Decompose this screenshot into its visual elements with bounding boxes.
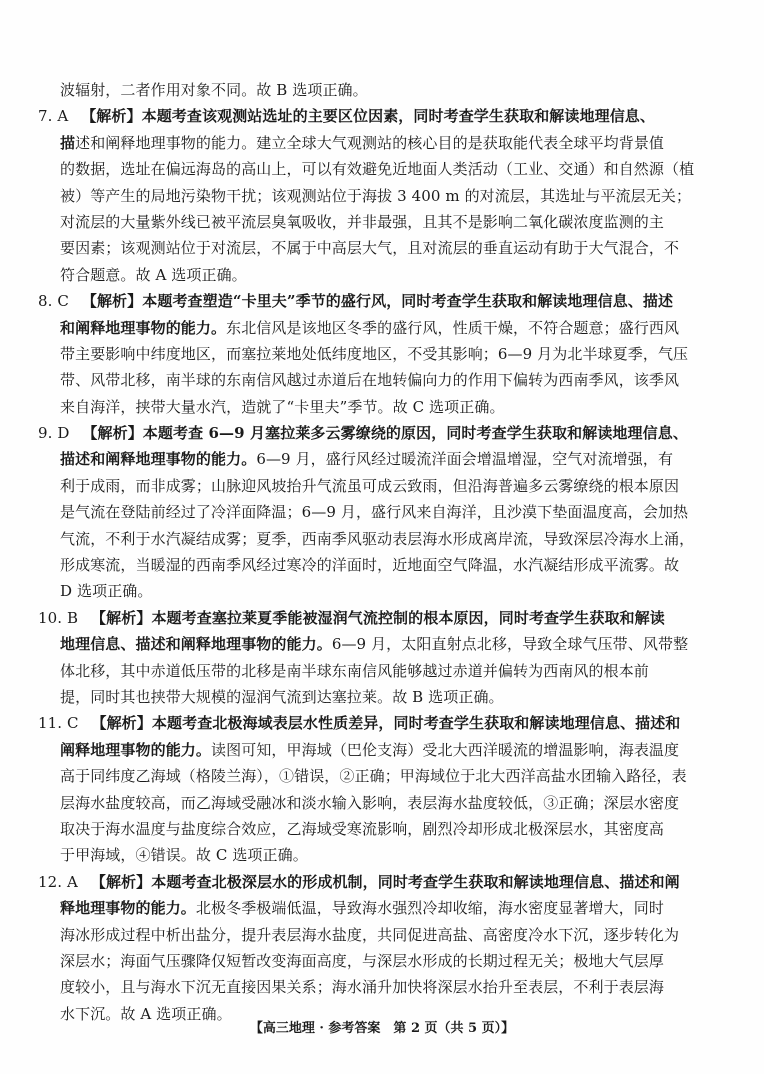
lead-line <box>60 77 706 103</box>
item-9-line-6 <box>60 578 706 604</box>
item-7-heading <box>38 103 706 129</box>
item-12-text-1: 北极冬季极端低温，导致海水强烈冷却收缩，海水密度显著增大，同时 <box>195 899 665 918</box>
item-10-bold-2: 地理信息、描述和阐释地理事物的能力。 <box>60 635 332 654</box>
item-10-text-2: 体北移，其中赤道低压带的北移是南半球东南信风能够越过赤道并偏转为西南风的根本前 <box>60 661 649 680</box>
item-11-text-1: 读图可知，甲海域（巴伦支海）受北大西洋暖流的增温影响，海表温度 <box>211 740 680 759</box>
item-8-heading <box>38 288 706 314</box>
item-11-line-2 <box>60 763 706 789</box>
item-8-text-2: 带主要影响中纬度地区，而塞拉莱地处低纬度地区，不受其影响；6—9 月为北半球夏季，气压 <box>60 344 689 363</box>
answer-content <box>38 77 706 1027</box>
item-7-number: 7. A <box>38 107 69 126</box>
item-12-line-1 <box>60 895 706 921</box>
item-9-text-5: 形成寒流，当暖湿的西南季风经过寒冷的洋面时，近地面空气降温，水汽凝结形成平流雾。故 <box>60 556 680 575</box>
item-7-text-3: 被）等产生的局地污染物干扰；该观测站位于海拔 3 400 m 的对流层，其选址与平流层无关； <box>60 186 692 205</box>
item-8-tag: 【解析】 <box>81 292 143 311</box>
item-8-text-3: 带、风带北移，南半球的东南信风越过赤道后在地转偏向力的作用下偏转为西南季风，该季风 <box>60 371 680 390</box>
item-8-text-4: 来自海洋，挟带大量水汽，造就了“卡里夫”季节。故 C 选项正确。 <box>60 397 505 416</box>
item-10-number: 10. B <box>38 608 79 627</box>
item-11-heading <box>38 710 706 736</box>
item-11-line-5 <box>60 842 706 868</box>
item-9-line-5 <box>60 552 706 578</box>
item-7-line-4 <box>60 209 706 235</box>
item-7-text-1: 述和阐释地理事物的能力。建立全球大气观测站的核心目的是获取能代表全球平均背景值 <box>75 133 665 152</box>
item-12-heading <box>38 869 706 895</box>
item-8-line-2 <box>60 341 706 367</box>
item-9-tag: 【解析】 <box>82 424 143 443</box>
footer-text: 【高三地理 · 参考答案 第 2 页（共 5 页）】 <box>249 1021 515 1036</box>
item-9-text-1: 6—9 月，盛行风经过暖流洋面会增温增湿，空气对流增强，有 <box>256 450 674 469</box>
item-8-line-1 <box>60 315 706 341</box>
item-7-text-4: 对流层的大量紫外线已被平流层臭氧吸收，并非最强，且其不是影响二氧化碳浓度监测的主 <box>60 212 665 231</box>
item-11-text-3: 层海水盐度较高，而乙海域受融冰和淡水输入影响，表层海水盐度较低，③正确；深层水密度 <box>60 793 680 812</box>
item-12-text-4: 度较小，且与海水下沉无直接因果关系；海水涌升加快将深层水抬升至表层，不利于表层海 <box>60 978 665 997</box>
item-9-bold: 本题考查 6—9 月塞拉莱多云雾缭绕的原因，同时考查学生获取和解读地理信息、 <box>142 424 688 443</box>
item-10-text-1: 6—9 月，太阳直射点北移，导致全球气压带、风带整 <box>331 635 689 654</box>
item-11-bold-2: 阐释地理事物的能力。 <box>60 740 212 759</box>
item-7-bold: 本题考查该观测站选址的主要区位因素，同时考查学生获取和解读地理信息、 <box>141 107 655 126</box>
item-12-line-2 <box>60 922 706 948</box>
item-9-text-3: 是气流在登陆前经过了冷洋面降温；6—9 月，盛行风来自海洋，且沙漠下垫面温度高，会加热 <box>60 503 689 522</box>
item-9-bold-2: 描述和阐释地理事物的能力。 <box>60 450 257 469</box>
item-10-line-3 <box>60 684 706 710</box>
item-11-text-5: 于甲海域，④错误。故 C 选项正确。 <box>60 846 308 865</box>
item-12-line-4 <box>60 974 706 1000</box>
item-9-text-2: 利于成雨，而非成雾；山脉迎风坡抬升气流虽可成云致雨，但沿海普遍多云雾缭绕的根本原因 <box>60 476 680 495</box>
item-9-number: 9. D <box>38 424 70 443</box>
item-9-heading <box>38 420 706 446</box>
page-footer <box>0 1017 764 1036</box>
item-11-tag: 【解析】 <box>91 714 152 733</box>
item-12-line-3 <box>60 948 706 974</box>
item-8-number: 8. C <box>38 292 69 311</box>
item-11-line-4 <box>60 816 706 842</box>
item-12-text-3: 深层水；海面气压骤降仅短暂改变海面高度，与深层水形成的长期过程无关；极地大气层厚 <box>60 951 665 970</box>
item-10-heading <box>38 605 706 631</box>
item-7-bold-2: 描 <box>60 133 76 152</box>
item-10-line-2 <box>60 658 706 684</box>
item-12-bold: 本题考查北极深层水的形成机制，同时考查学生获取和解读地理信息、描述和阐 <box>151 872 680 891</box>
item-9-line-1 <box>60 446 706 472</box>
item-7-line-1 <box>60 130 706 156</box>
item-11-number: 11. C <box>38 714 79 733</box>
item-7-text-6: 符合题意。故 A 选项正确。 <box>60 265 247 284</box>
item-12-number: 12. A <box>38 872 78 891</box>
item-8-line-4 <box>60 394 706 420</box>
item-12-bold-2: 释地理事物的能力。 <box>60 899 196 918</box>
item-9-line-3 <box>60 499 706 525</box>
item-7-line-2 <box>60 156 706 182</box>
item-7-line-5 <box>60 235 706 261</box>
item-12-tag: 【解析】 <box>90 872 152 891</box>
item-10-bold: 本题考查塞拉莱夏季能被湿润气流控制的根本原因，同时考查学生获取和解读 <box>151 608 665 627</box>
item-11-line-1 <box>60 737 706 763</box>
lead-text: 波辐射，二者作用对象不同。故 B 选项正确。 <box>60 81 368 99</box>
item-7-line-6 <box>60 262 706 288</box>
item-11-line-3 <box>60 790 706 816</box>
item-7-tag: 【解析】 <box>81 107 142 126</box>
item-11-bold: 本题考查北极海域表层水性质差异，同时考查学生获取和解读地理信息、描述和 <box>151 714 681 733</box>
item-9-line-2 <box>60 473 706 499</box>
item-9-text-6: D 选项正确。 <box>60 582 153 601</box>
item-9-text-4: 气流，不利于水汽凝结成雾；夏季，西南季风驱动表层海水形成离岸流，导致深层冷海水上涌， <box>60 529 695 548</box>
item-8-bold: 本题考查塑造“卡里夫”季节的盛行风，同时考查学生获取和解读地理信息、描述 <box>142 292 674 311</box>
item-12-text-5: 水下沉。故 A 选项正确。 <box>60 1004 232 1023</box>
item-7-text-2: 的数据，选址在偏远海岛的高山上，可以有效避免近地面人类活动（工业、交通）和自然源（植 <box>60 160 695 179</box>
item-8-line-3 <box>60 367 706 393</box>
item-8-text-1: 东北信风是该地区冬季的盛行风，性质干燥，不符合题意；盛行西风 <box>226 318 680 337</box>
item-11-text-4: 取决于海水温度与盐度综合效应，乙海域受寒流影响，剧烈冷却形成北极深层水，其密度高 <box>60 819 665 838</box>
item-11-text-2: 高于同纬度乙海域（格陵兰海），①错误，②正确；甲海域位于北大西洋高盐水团输入路径，表 <box>60 767 687 786</box>
item-12-text-2: 海冰形成过程中析出盐分，提升表层海水盐度，共同促进高盐、高密度冷水下沉，逐步转化为 <box>60 925 680 944</box>
item-10-line-1 <box>60 631 706 657</box>
item-9-line-4 <box>60 526 706 552</box>
item-8-bold-2: 和阐释地理事物的能力。 <box>60 318 227 337</box>
item-7-text-5: 要因素；该观测站位于对流层，不属于中高层大气，且对流层的垂直运动有助于大气混合，不 <box>60 239 680 258</box>
item-7-line-3 <box>60 183 706 209</box>
item-10-text-3: 提，同时其也挟带大规模的湿润气流到达塞拉莱。故 B 选项正确。 <box>60 687 504 706</box>
item-10-tag: 【解析】 <box>91 608 152 627</box>
